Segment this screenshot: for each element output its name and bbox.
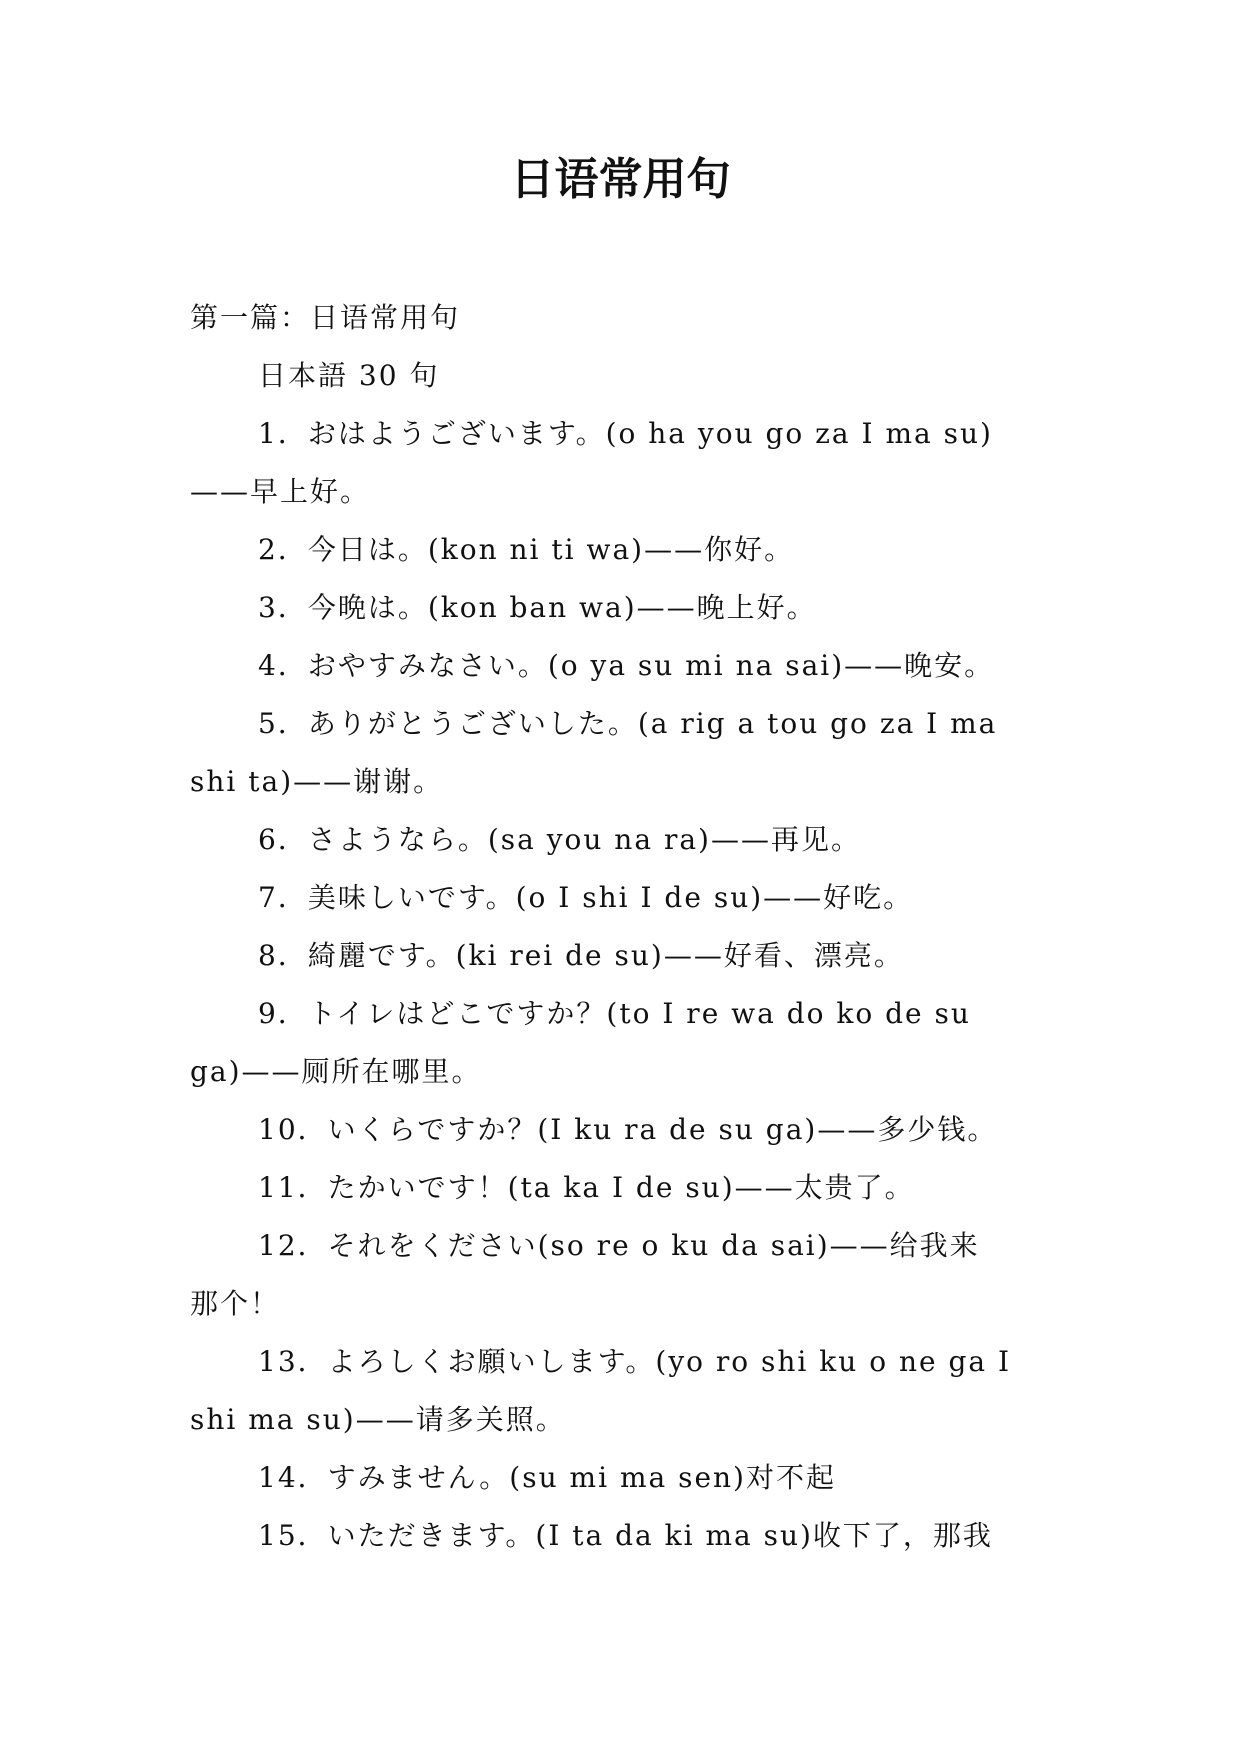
text-line: 1．おはようございます。(o ha you go za I ma su): [258, 417, 993, 450]
text-line: shi ta)——谢谢。: [190, 765, 444, 798]
text-line: 3．今晩は。(kon ban wa)——晚上好。: [258, 591, 817, 624]
text-line: 11．たかいです！(ta ka I de su)——太贵了。: [258, 1171, 915, 1204]
text-line: 9．トイレはどこですか？(to I re wa do ko de su: [258, 997, 971, 1030]
text-line: 15．いただきます。(I ta da ki ma su)收下了，那我: [258, 1519, 993, 1552]
text-line: 8．綺麗です。(ki rei de su)——好看、漂亮。: [258, 939, 904, 972]
text-line: 10．いくらですか？(I ku ra de su ga)——多少钱。: [258, 1113, 998, 1146]
text-line: 13．よろしくお願いします。(yo ro shi ku o ne ga I: [258, 1345, 1012, 1378]
text-line: 4．おやすみなさい。(o ya su mi na sai)——晚安。: [258, 649, 995, 682]
text-line: 14．すみません。(su mi ma sen)对不起: [258, 1461, 836, 1494]
text-line: 那个！: [190, 1287, 281, 1320]
text-line: 12．それをください(so re o ku da sai)——给我来: [258, 1229, 980, 1262]
text-line: 7．美味しいです。(o I shi I de su)——好吃。: [258, 881, 914, 914]
document-body: [190, 289, 1050, 1565]
text-line: 6．さようなら。(sa you na ra)——再见。: [258, 823, 861, 856]
text-line: 5．ありがとうございした。(a rig a tou go za I ma: [258, 707, 998, 740]
text-line: 日本語 30 句: [258, 359, 440, 392]
text-line: ——早上好。: [190, 475, 371, 508]
text-line: shi ma su)——请多关照。: [190, 1403, 566, 1436]
text-line: 第一篇：日语常用句: [190, 301, 461, 334]
text-line: 2．今日は。(kon ni ti wa)——你好。: [258, 533, 795, 566]
page-title: 日语常用句: [510, 154, 731, 205]
text-line: ga)——厕所在哪里。: [190, 1055, 482, 1088]
